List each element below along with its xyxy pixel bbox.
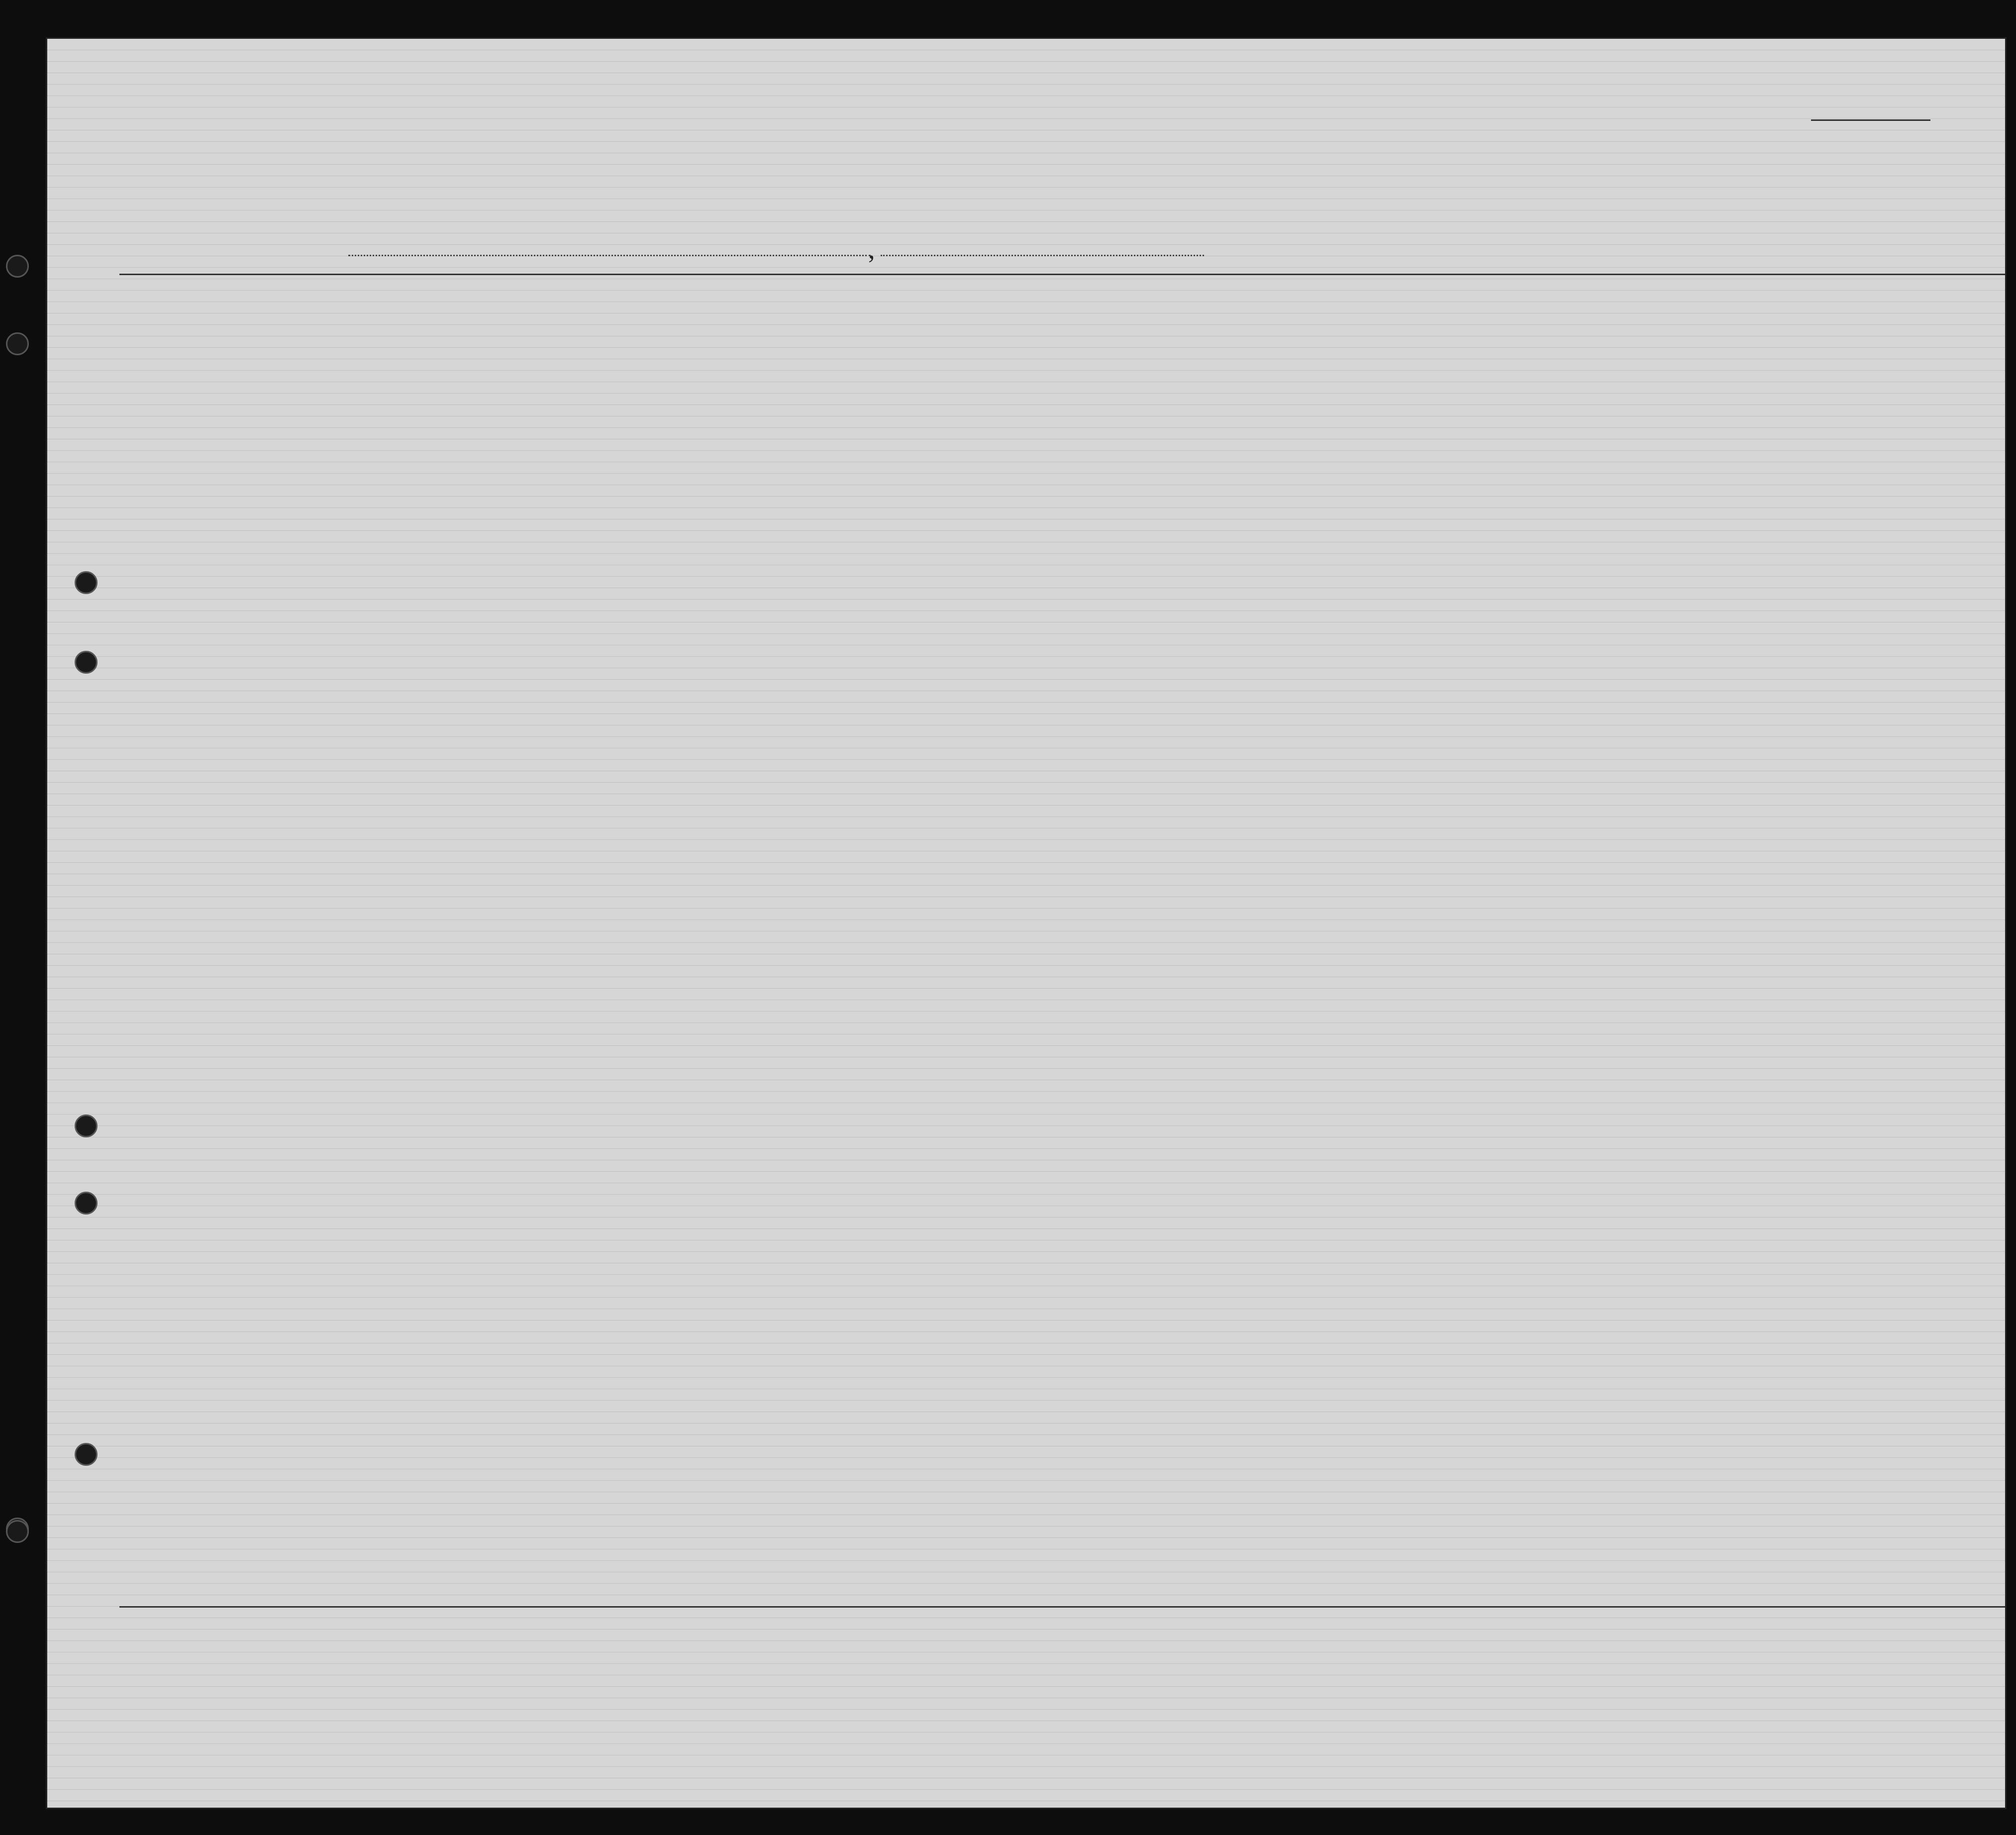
manifest-table	[119, 274, 2005, 1608]
punch-hole	[6, 1520, 29, 1543]
punch-hole	[75, 571, 98, 594]
punch-hole	[75, 651, 98, 674]
punch-hole	[75, 1192, 98, 1215]
comma: ,	[868, 234, 875, 264]
punch-hole	[6, 332, 29, 355]
punch-hole	[6, 255, 29, 278]
punch-hole	[75, 1115, 98, 1137]
list-underline	[1811, 119, 1930, 121]
date-dotted-line	[881, 255, 1204, 256]
port-dotted-line	[348, 255, 871, 256]
punch-hole	[75, 1443, 98, 1466]
